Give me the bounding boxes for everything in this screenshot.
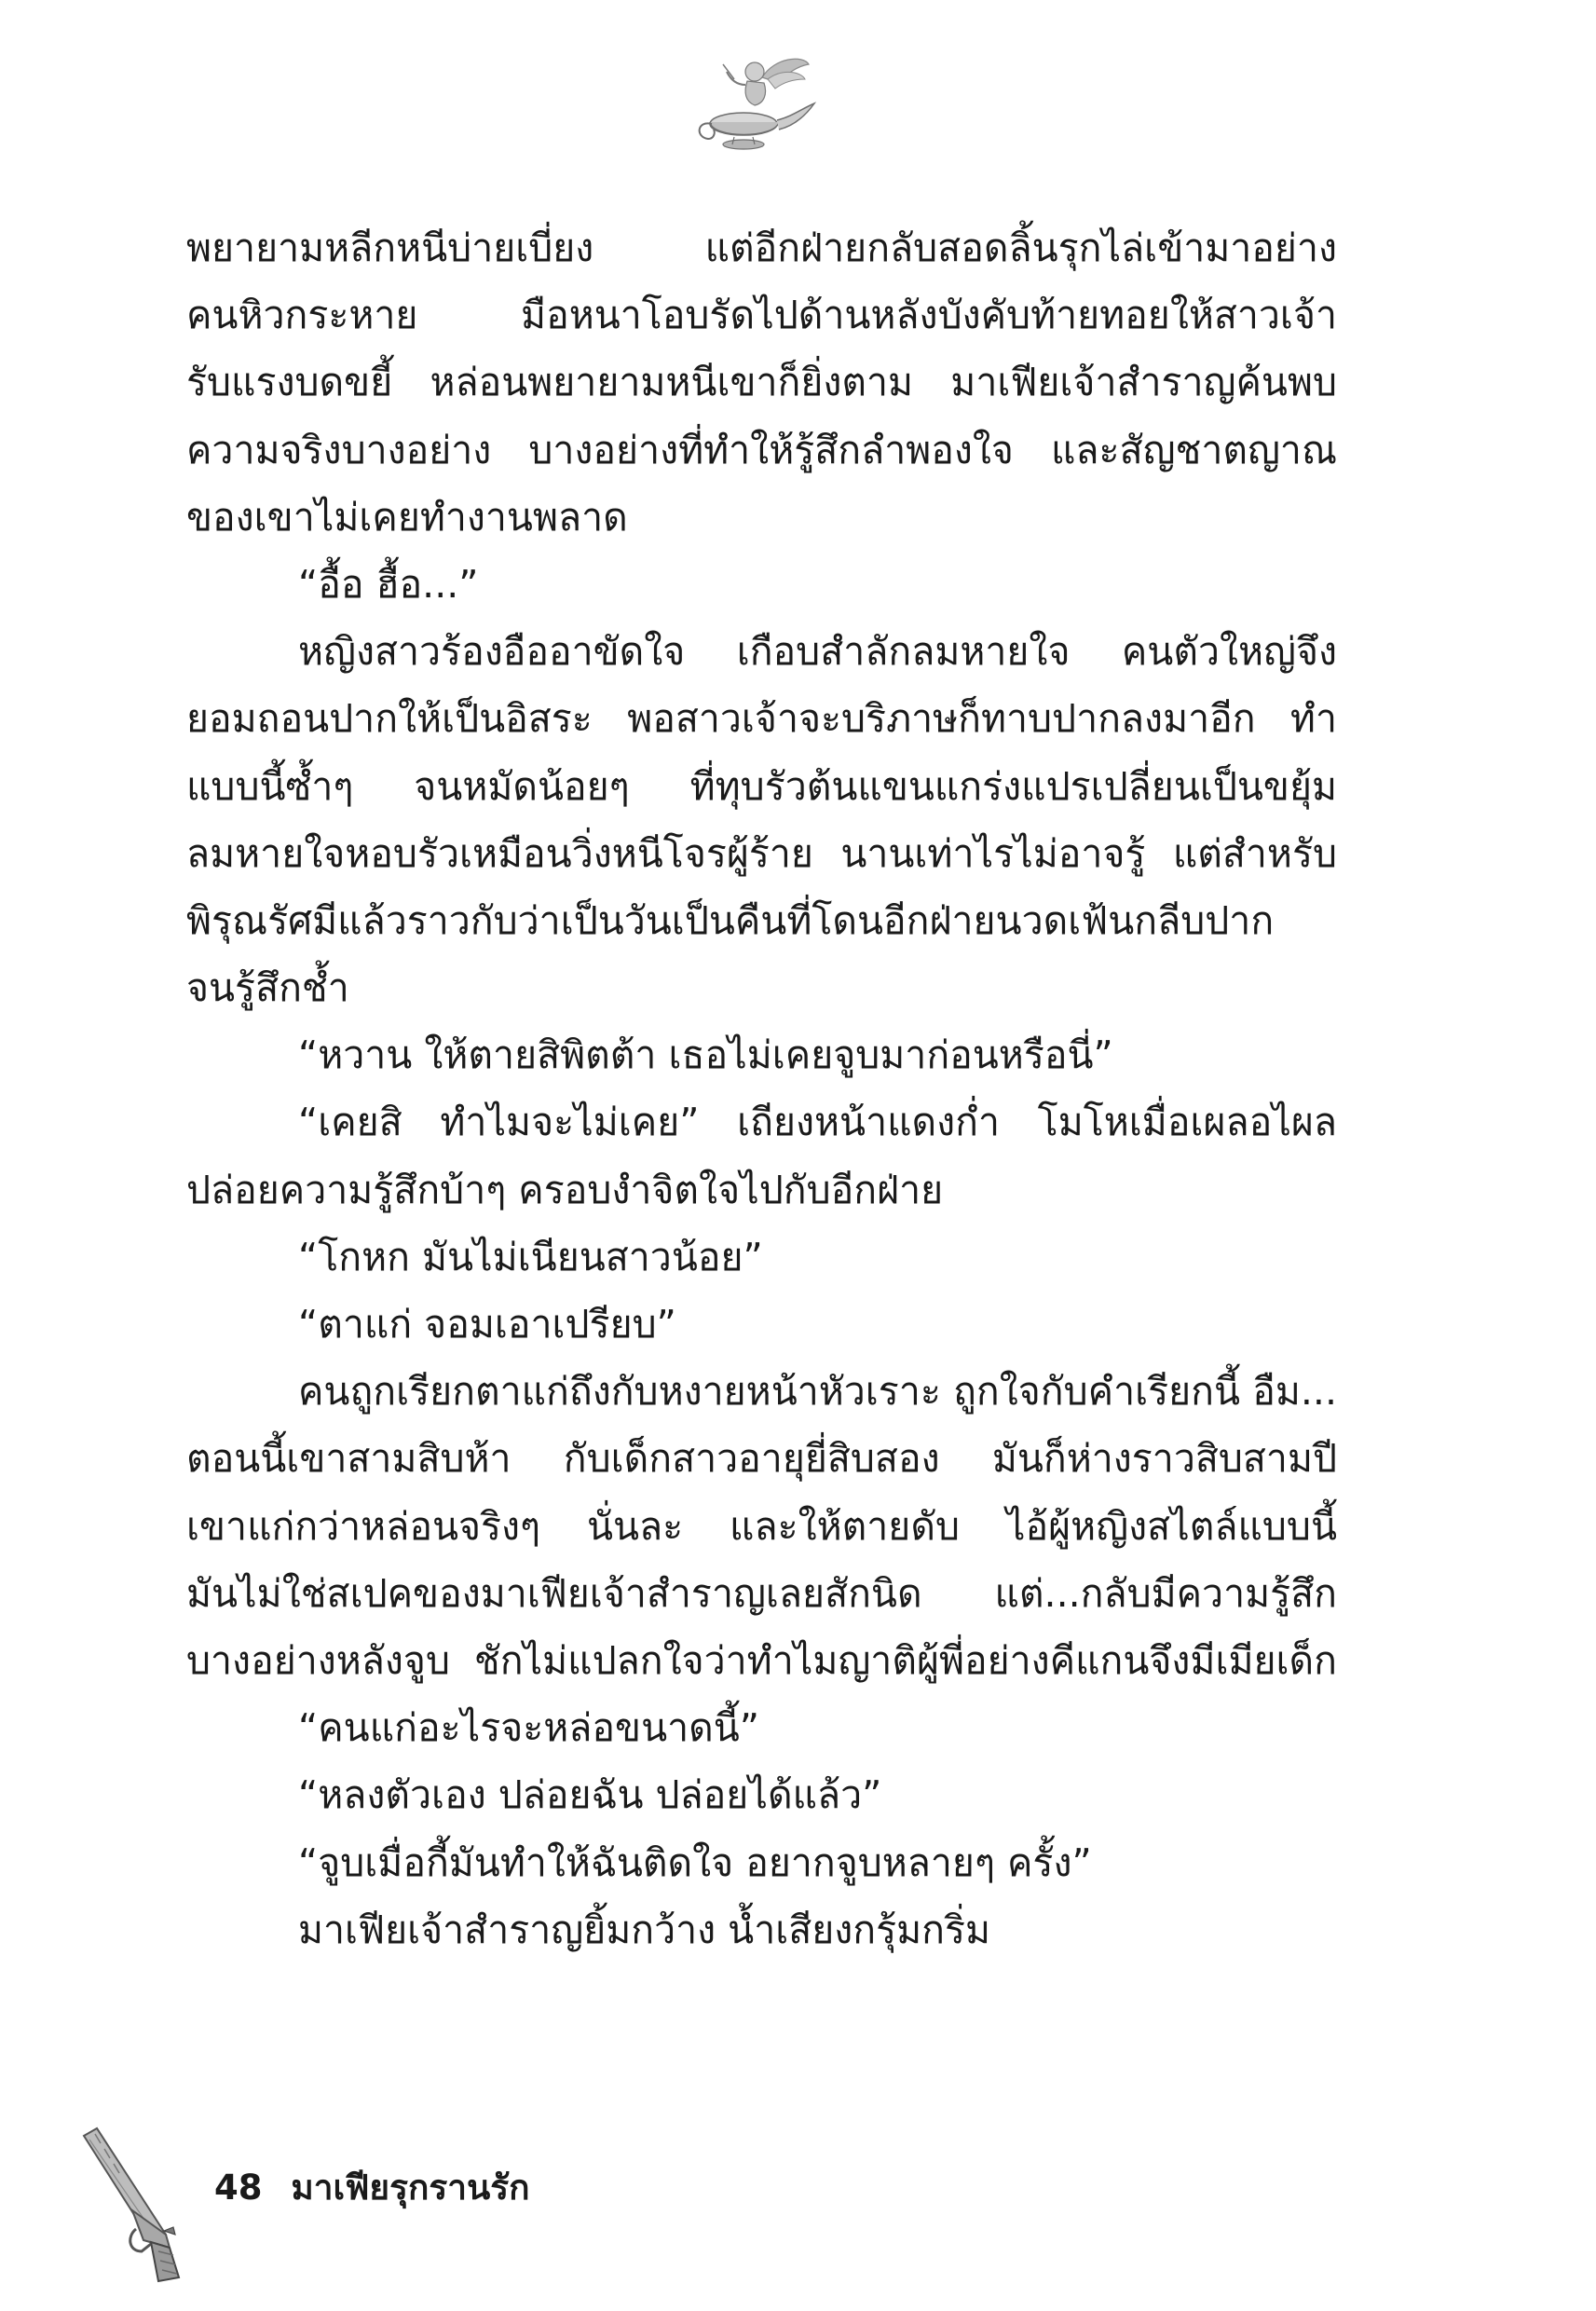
text-line: ความจริงบางอย่าง บางอย่างที่ทำให้รู้สึกลำพองใจ และสัญชาตญาณ xyxy=(186,427,1337,472)
body-text xyxy=(186,214,1337,1963)
text-line: ตอนนี้เขาสามสิบห้า กับเด็กสาวอายุยี่สิบสอง มันก็ห่างราวสิบสามปี xyxy=(186,1436,1337,1482)
paragraph-start-line: มาเฟียเจ้าสำราญยิ้มกว้าง น้ำเสียงกรุ้มกริ่ม xyxy=(298,1907,991,1952)
book-title: มาเฟียรุกรานรัก xyxy=(291,2167,530,2208)
text-line: มันไม่ใช่สเปคของมาเฟียเจ้าสำราญเลยสักนิด แต่...กลับมีความรู้สึก xyxy=(186,1570,1337,1616)
dialogue-line: “หลงตัวเอง ปล่อยฉัน ปล่อยได้แล้ว” xyxy=(298,1772,882,1818)
text-line: พิรุณรัศมีแล้วราวกับว่าเป็นวันเป็นคืนที่โดนอีกฝ่ายนวดเฟ้นกลีบปาก xyxy=(186,897,1275,943)
text-line: พยายามหลีกหนีบ่ายเบี่ยง แต่อีกฝ่ายกลับสอดลิ้นรุกไล่เข้ามาอย่าง xyxy=(186,226,1337,270)
text-line: รับแรงบดขยี้ หล่อนพยายามหนีเขาก็ยิ่งตาม มาเฟียเจ้าสำราญค้นพบ xyxy=(186,360,1337,405)
text-line: เขาแก่กว่าหล่อนจริงๆ นั่นละ และให้ตายดับ ไอ้ผู้หญิงสไตล์แบบนี้ xyxy=(186,1503,1337,1549)
text-line: คนหิวกระหาย มือหนาโอบรัดไปด้านหลังบังคับท้ายทอยให้สาวเจ้า xyxy=(186,293,1337,338)
dialogue-line: “หวาน ให้ตายสิพิตต้า เธอไม่เคยจูบมาก่อนหรือนี่” xyxy=(298,1032,1113,1078)
dialogue-line: “คนแก่อะไรจะหล่อขนาดนี้” xyxy=(298,1705,760,1751)
dialogue-line: “จูบเมื่อกี้มันทำให้ฉันติดใจ อยากจูบหลายๆ ครั้ง” xyxy=(298,1839,1092,1885)
text-line: ปล่อยความรู้สึกบ้าๆ ครอบงำจิตใจไปกับอีกฝ่าย xyxy=(186,1167,944,1212)
page-footer xyxy=(214,2160,530,2216)
text-line: แบบนี้ซ้ำๆ จนหมัดน้อยๆ ที่ทุบรัวต้นแขนแกร่งแปรเปลี่ยนเป็นขยุ้ม xyxy=(186,763,1337,809)
dialogue-line: “เคยสิ ทำไมจะไม่เคย” เถียงหน้าแดงก่ำ โมโหเมื่อเผลอไผล xyxy=(298,1100,1337,1145)
dialogue-line: “โกหก มันไม่เนียนสาวน้อย” xyxy=(298,1234,763,1279)
cupid-lamp-ornament-icon xyxy=(689,51,820,154)
text-line: จนรู้สึกช้ำ xyxy=(186,965,349,1011)
page-number: 48 xyxy=(214,2167,263,2208)
dialogue-line: “ตาแก่ จอมเอาเปรียบ” xyxy=(298,1302,676,1347)
text-line: บางอย่างหลังจูบ ชักไม่แปลกใจว่าทำไมญาติผู้พี่อย่างคีแกนจึงมีเมียเด็ก xyxy=(186,1637,1337,1683)
paragraph-start-line: หญิงสาวร้องอืออาขัดใจ เกือบสำลักลมหายใจ คนตัวใหญ่จึง xyxy=(298,629,1337,675)
pistol-icon xyxy=(76,2125,188,2283)
text-line: ของเขาไม่เคยทำงานพลาด xyxy=(186,494,628,540)
dialogue-line: “อื้อ ฮื้อ...” xyxy=(298,561,479,607)
text-line: ลมหายใจหอบรัวเหมือนวิ่งหนีโจรผู้ร้าย นานเท่าไรไม่อาจรู้ แต่สำหรับ xyxy=(186,830,1337,876)
paragraph-start-line: คนถูกเรียกตาแก่ถึงกับหงายหน้าหัวเราะ ถูกใจกับคำเรียกนี้ อืม... xyxy=(298,1369,1337,1415)
text-line: ยอมถอนปากให้เป็นอิสระ พอสาวเจ้าจะบริภาษก็ทาบปากลงมาอีก ทำ xyxy=(186,696,1337,742)
